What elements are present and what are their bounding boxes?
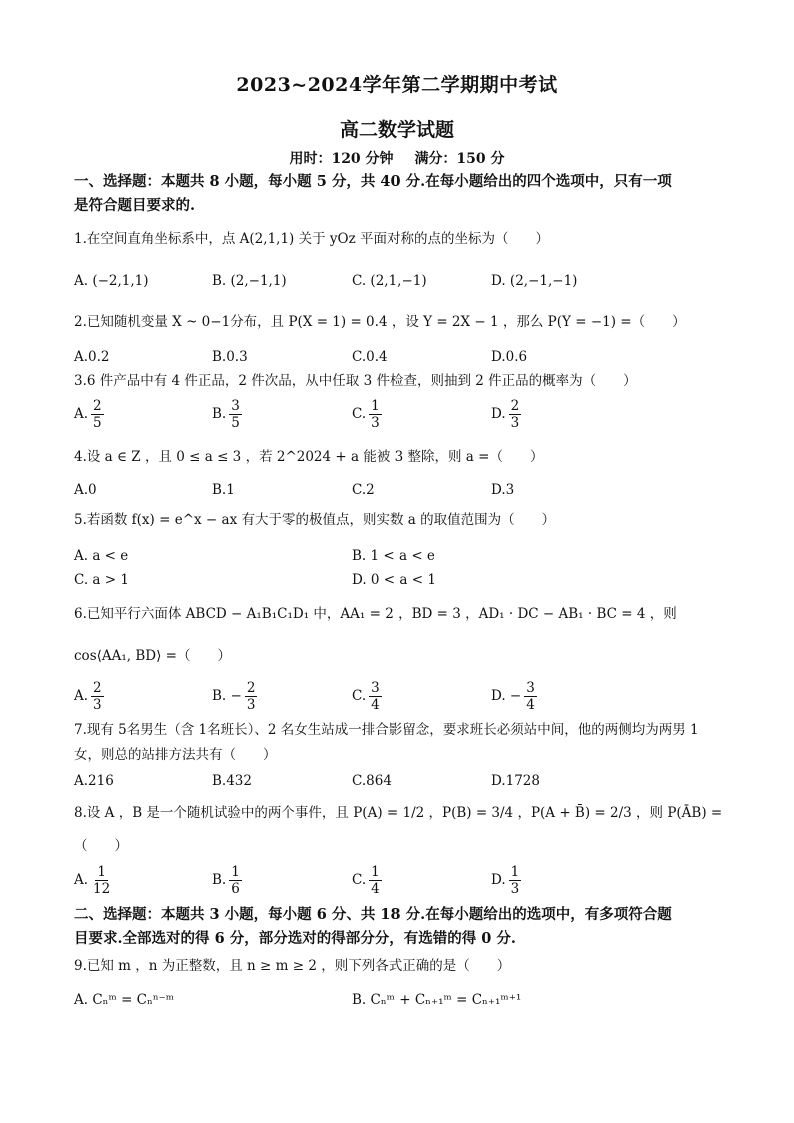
question-8-line-2: （ ） (74, 838, 128, 854)
question-8-options (74, 860, 724, 900)
option-a: A. $\frac{2}{3}$ (74, 679, 102, 713)
option-c: C. $\frac{1}{3}$ (352, 397, 380, 431)
question-1-options (74, 270, 724, 292)
question-6-options (74, 676, 724, 716)
exam-score: 满分：150 分 (414, 151, 505, 167)
option-b: B.0.3 (212, 349, 248, 365)
question-5-options-row1 (74, 545, 724, 567)
option-b: B. $\frac{3}{5}$ (212, 397, 240, 431)
option-b: B.432 (212, 773, 252, 789)
option-b: B. − $\frac{2}{3}$ (212, 679, 256, 713)
option-c: C. a > 1 (74, 572, 129, 588)
option-d: D. 0 < a < 1 (352, 572, 436, 588)
question-9-options (74, 989, 724, 1011)
exam-meta (0, 148, 794, 168)
option-c: C.2 (352, 482, 375, 498)
option-a: A. Cₙᵐ = Cₙⁿ⁻ᵐ (74, 992, 175, 1008)
option-d: D.3 (491, 482, 515, 498)
section-2-heading: 二、选择题：本题共 3 小题，每小题 6 分、共 18 分.在每小题给出的选项中，有多项符合题 目要求.全部选对的得 6 分，部分选对的得部分分，有选错的得 0 分. (74, 906, 672, 947)
question-8-line-1: 8.设 A ，B 是一个随机试验中的两个事件，且 P(A) = 1/2 ，P(B) = 3/4 ，P(A + B̄) = 2/3 ，则 P(ĀB) = (74, 805, 723, 821)
exam-subtitle: 高二数学试题 (339, 119, 454, 141)
option-b: B. (2,−1,1) (212, 273, 287, 289)
question-7-line-1: 7.现有 5名男生（含 1名班长）、2 名女生站成一排合影留念，要求班长必须站中间，他的两侧均为两男 1 (74, 722, 699, 738)
option-a: A. $\frac{1}{12}$ (74, 863, 111, 897)
option-a: A. (−2,1,1) (74, 273, 149, 289)
exam-time: 用时：120 分钟 (289, 151, 394, 167)
option-c: C. $\frac{1}{4}$ (352, 863, 380, 897)
option-b: B. 1 < a < e (352, 548, 435, 564)
option-b: B. Cₙᵐ + Cₙ₊₁ᵐ = Cₙ₊₁ᵐ⁺¹ (352, 992, 522, 1008)
option-c: C.0.4 (352, 349, 388, 365)
option-c: C. (2,1,−1) (352, 273, 427, 289)
option-d: D.1728 (491, 773, 540, 789)
option-d: D. $\frac{1}{3}$ (491, 863, 520, 897)
option-a: A.0.2 (74, 349, 110, 365)
exam-title: 2023~2024学年第二学期期中考试 (236, 74, 558, 96)
question-3-options (74, 394, 724, 434)
option-c: C. $\frac{3}{4}$ (352, 679, 380, 713)
option-b: B. $\frac{1}{6}$ (212, 863, 240, 897)
option-a: A.0 (74, 482, 97, 498)
question-7-options (74, 770, 724, 792)
option-a: A. $\frac{2}{5}$ (74, 397, 102, 431)
option-d: D.0.6 (491, 349, 528, 365)
question-9: 9.已知 m ，n 为正整数，且 n ≥ m ≥ 2 ，则下列各式正确的是（ ） (74, 958, 511, 974)
question-6-line-2: cos⟨AA₁, BD⟩ =（ ） (74, 648, 231, 664)
option-a: A. a < e (74, 548, 129, 564)
section-1-heading: 一、选择题：本题共 8 小题，每小题 5 分，共 40 分.在每小题给出的四个选项中，只有一项 是符合题目要求的. (74, 173, 672, 214)
option-a: A.216 (74, 773, 114, 789)
question-4-options (74, 479, 724, 501)
question-2: 2.已知随机变量 X ~ 0−1分布，且 P(X = 1) = 0.4 ，设 Y = 2X − 1 ，那么 P(Y = −1) =（ ） (74, 314, 686, 330)
question-7-line-2: 女，则总的站排方法共有（ ） (74, 747, 277, 763)
question-2-options (74, 346, 724, 368)
question-4: 4.设 a ∈ Z ，且 0 ≤ a ≤ 3 ，若 2^2024 + a 能被 3 整除，则 a =（ ） (74, 449, 544, 465)
option-c: C.864 (352, 773, 392, 789)
option-d: D. (2,−1,−1) (491, 273, 578, 289)
question-5-options-row2 (74, 569, 724, 591)
question-3: 3.6 件产品中有 4 件正品，2 件次品，从中任取 3 件检查，则抽到 2 件正品的概率为（ ） (74, 373, 637, 389)
question-6-line-1: 6.已知平行六面体 ABCD − A₁B₁C₁D₁ 中，AA₁ = 2 ，BD = 3 ，AD₁ · DC − AB₁ · BC = 4 ，则 (74, 606, 677, 622)
option-d: D. $\frac{2}{3}$ (491, 397, 520, 431)
option-b: B.1 (212, 482, 235, 498)
question-1: 1.在空间直角坐标系中，点 A(2,1,1) 关于 yOz 平面对称的点的坐标为（ ） (74, 231, 549, 247)
question-5: 5.若函数 f(x) = e^x − ax 有大于零的极值点，则实数 a 的取值范围为（ ） (74, 512, 556, 528)
option-d: D. − $\frac{3}{4}$ (491, 679, 535, 713)
